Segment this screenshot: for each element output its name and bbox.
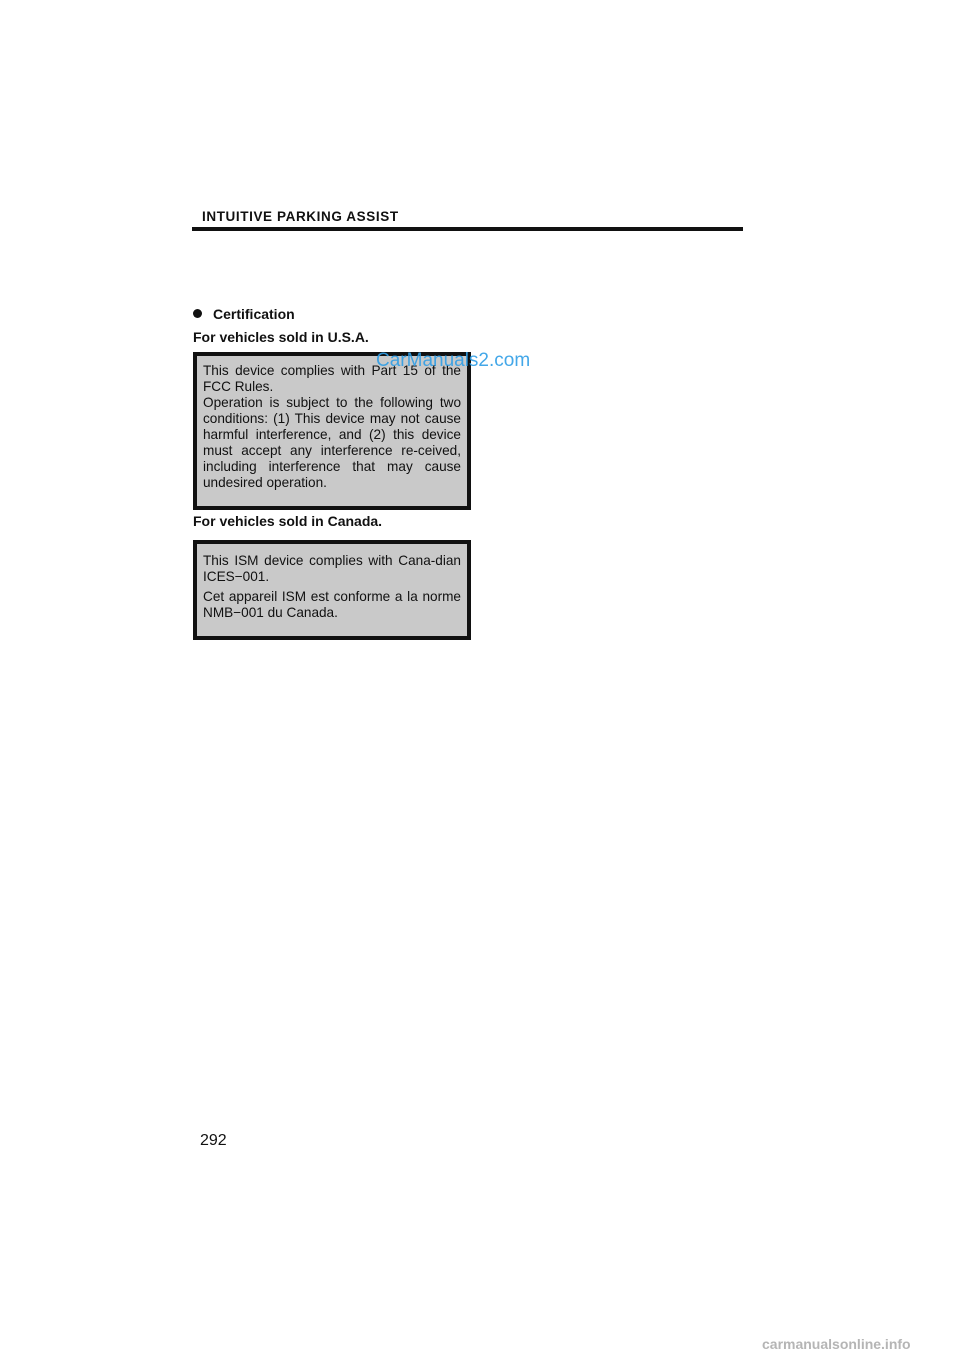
header-divider xyxy=(192,227,743,231)
watermark-top: CarManuals2.com xyxy=(376,350,531,371)
section-heading-text: Certification xyxy=(213,306,295,322)
canada-notice-line-1: This ISM device complies with Cana-dian ICES−001. xyxy=(203,553,461,584)
canada-notice-box xyxy=(193,540,471,640)
section-heading xyxy=(193,306,295,322)
canada-subheading: For vehicles sold in Canada. xyxy=(193,513,383,529)
usa-notice-line-1: This device complies with Part 15 of the FCC Rules. xyxy=(203,363,461,394)
page-number: 292 xyxy=(200,1132,227,1149)
running-header-title: INTUITIVE PARKING ASSIST xyxy=(202,209,399,224)
watermark-bottom: carmanualsonline.info xyxy=(762,1336,911,1352)
canada-notice-line-2: Cet appareil ISM est conforme a la norme NMB−001 du Canada. xyxy=(203,589,461,620)
usa-notice-line-2: Operation is subject to the following two conditions: (1) This device may not cause harmful interference, and (2) this device must accept any interference re-ceived, including interference that may cause undesired operation. xyxy=(203,395,461,490)
bullet-icon xyxy=(193,309,202,318)
usa-notice-box xyxy=(193,352,471,510)
usa-subheading: For vehicles sold in U.S.A. xyxy=(193,329,369,345)
